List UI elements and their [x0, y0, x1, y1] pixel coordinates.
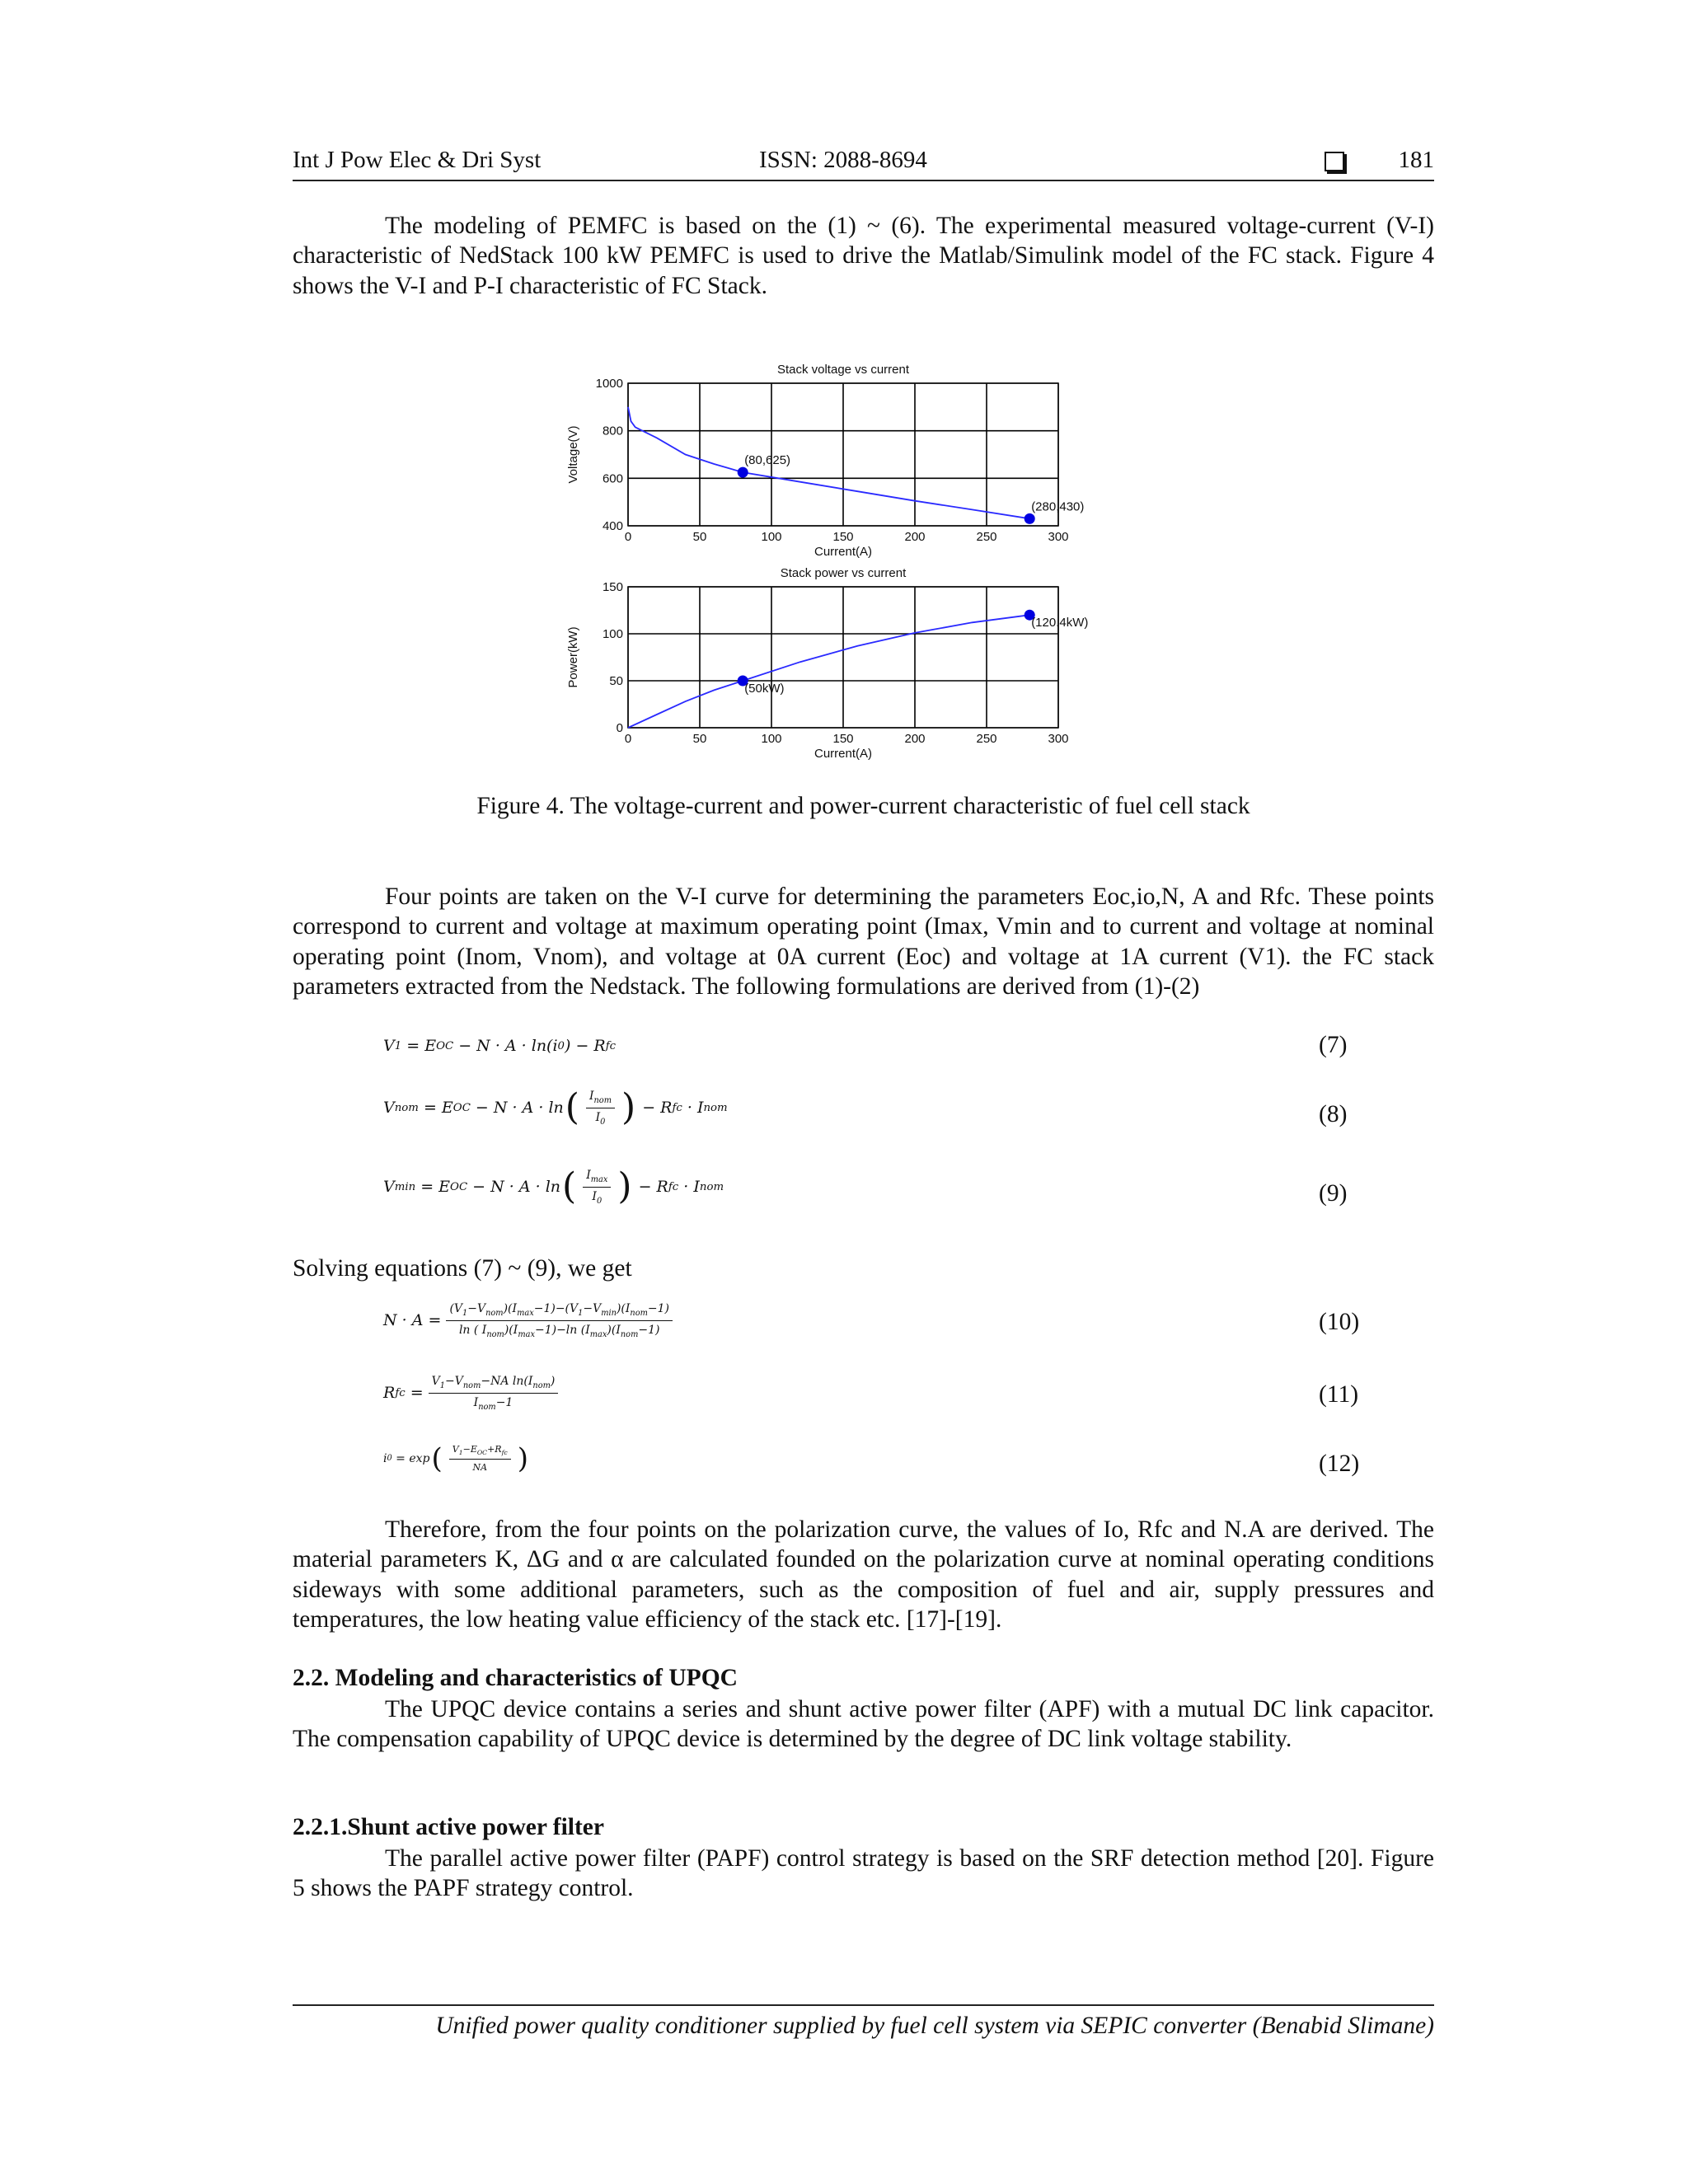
issn: ISSN: 2088-8694	[759, 147, 927, 173]
x-tick-label: 100	[761, 530, 782, 544]
y-axis-label: Voltage(V)	[566, 425, 580, 484]
data-point-label: (50kW)	[744, 682, 785, 696]
x-tick-label: 200	[904, 732, 926, 746]
x-tick-label: 300	[1048, 732, 1069, 746]
y-tick-label: 100	[602, 627, 623, 641]
x-tick-label: 100	[761, 732, 782, 746]
x-tick-label: 150	[832, 530, 854, 544]
equation-9	[293, 1165, 1434, 1218]
equation-number: (9)	[1319, 1180, 1348, 1207]
data-point-label: (120.4kW)	[1031, 616, 1089, 630]
x-tick-label: 250	[976, 530, 997, 544]
equation-10	[293, 1302, 1434, 1352]
equation-12	[293, 1441, 1434, 1493]
figure-caption: Figure 4. The voltage-current and power-current characteristic of fuel cell stack	[476, 793, 1250, 819]
y-tick-label: 150	[602, 580, 623, 594]
y-tick-label: 800	[602, 424, 623, 438]
square-bullet-icon	[1325, 152, 1344, 171]
x-tick-label: 200	[904, 530, 926, 544]
journal-name: Int J Pow Elec & Dri Syst	[293, 147, 542, 173]
paragraph-therefore: Therefore, from the four points on the polarization curve, the values of Io, Rfc and N.A are derived. The material parameters K, ΔG and α are calculated founded on the polarization curve at nominal operating conditions sideways with some additional parameters, such as the composition of fuel and air, supply pressures and temperatures, the low heating value efficiency of the stack etc. [17]-[19].	[293, 1516, 1434, 1633]
paragraph-papf: The parallel active power filter (PAPF) control strategy is based on the SRF detection method [20]. Figure 5 shows the PAPF strategy control.	[293, 1845, 1434, 1902]
paragraph-four-points: Four points are taken on the V-I curve for determining the parameters Eoc,io,N, A and Rfc. These points correspond to current and voltage at maximum operating point (Imax, Vmin and to current and voltage at nominal operating point (Inom, Vnom), and voltage at 0A current (Eoc) and voltage at 1A current (V1). the FC stack parameters extracted from the Nedstack. The following formulations are derived from (1)-(2)	[293, 883, 1434, 1000]
paragraph-upqc: The UPQC device contains a series and shunt active power filter (APF) with a mutual DC link capacitor. The compensation capability of UPQC device is determined by the degree of DC link voltage stability.	[293, 1696, 1434, 1753]
chart-title: Stack power vs current	[780, 566, 907, 580]
x-axis-label: Current(A)	[814, 545, 873, 559]
x-tick-label: 250	[976, 732, 997, 746]
equation-number: (7)	[1319, 1032, 1348, 1058]
fc-characteristic-chart	[540, 350, 1232, 771]
running-footer	[293, 2004, 1434, 2039]
equation-number: (12)	[1319, 1451, 1360, 1477]
equation-11-math: R fc = $\frac{V_1-V_{nom}-NA \ln(I_{nom})}{I_{nom}-1}$	[383, 1375, 563, 1412]
footer-text: Unified power quality conditioner supplied by fuel cell system via SEPIC converter (Benabid Slimane)	[435, 2013, 1434, 2039]
equation-number: (11)	[1319, 1381, 1359, 1408]
x-tick-label: 0	[624, 530, 632, 544]
y-tick-label: 400	[602, 519, 623, 533]
y-tick-label: 0	[616, 721, 623, 735]
paragraph-solving: Solving equations (7) ~ (9), we get	[293, 1255, 632, 1282]
equation-number: (10)	[1319, 1309, 1360, 1335]
running-header	[293, 147, 1434, 181]
y-tick-label: 50	[609, 674, 623, 688]
data-point	[738, 467, 748, 478]
equation-number: (8)	[1319, 1101, 1348, 1127]
equation-8	[293, 1086, 1434, 1139]
equation-8-math: V nom = E OC − N · A · ln ( $\frac{I_{nom}}{I_0}$ ) − R fc · I nom	[383, 1086, 728, 1129]
chart-title: Stack voltage vs current	[776, 363, 910, 377]
x-tick-label: 300	[1048, 530, 1069, 544]
x-tick-label: 150	[832, 732, 854, 746]
section-heading-2-2: 2.2. Modeling and characteristics of UPQC	[293, 1665, 738, 1691]
equation-12-math: i 0 = exp ( $\frac{V_1-E_{OC}+R_{fc}}{NA}$ )	[383, 1441, 528, 1475]
paragraph-intro: The modeling of PEMFC is based on the (1) ~ (6). The experimental measured voltage-current (V-I) characteristic of NedStack 100 kW PEMFC is used to drive the Matlab/Simulink model of the FC stack. Figure 4 shows the V-I and P-I characteristic of FC Stack.	[293, 213, 1434, 299]
section-heading-2-2-1: 2.2.1.Shunt active power filter	[293, 1814, 604, 1840]
x-axis-label: Current(A)	[814, 747, 873, 761]
data-point-label: (280,430)	[1031, 499, 1085, 514]
y-axis-label: Power(kW)	[566, 626, 580, 688]
x-tick-label: 0	[624, 732, 632, 746]
x-tick-label: 50	[692, 732, 707, 746]
series-line	[628, 615, 1029, 728]
equation-7-math: V 1 = E OC − N · A · ln(i 0 ) − R fc	[383, 1037, 617, 1055]
series-line	[628, 407, 1029, 519]
equation-9-math: V min = E OC − N · A · ln ( $\frac{I_{max}}{I_0}$ ) − R fc · I nom	[383, 1165, 724, 1208]
data-point-label: (80,625)	[744, 453, 791, 468]
y-tick-label: 1000	[595, 377, 623, 391]
x-tick-label: 50	[692, 530, 707, 544]
equation-11	[293, 1375, 1434, 1424]
equation-7	[293, 1029, 1434, 1078]
figure-4	[540, 350, 1232, 771]
y-tick-label: 600	[602, 471, 623, 486]
page-number: 181	[1398, 147, 1434, 173]
equation-10-math: N · A = $\frac{(V_1-V_{nom})(I_{max}-1)-(V_1-V_{min})(I_{nom}-1)}{\ln ( I_{nom})(I_{max}-1)-\ln (I_{max})(I_{nom}-1)}$	[383, 1302, 678, 1339]
data-point	[1025, 513, 1035, 524]
